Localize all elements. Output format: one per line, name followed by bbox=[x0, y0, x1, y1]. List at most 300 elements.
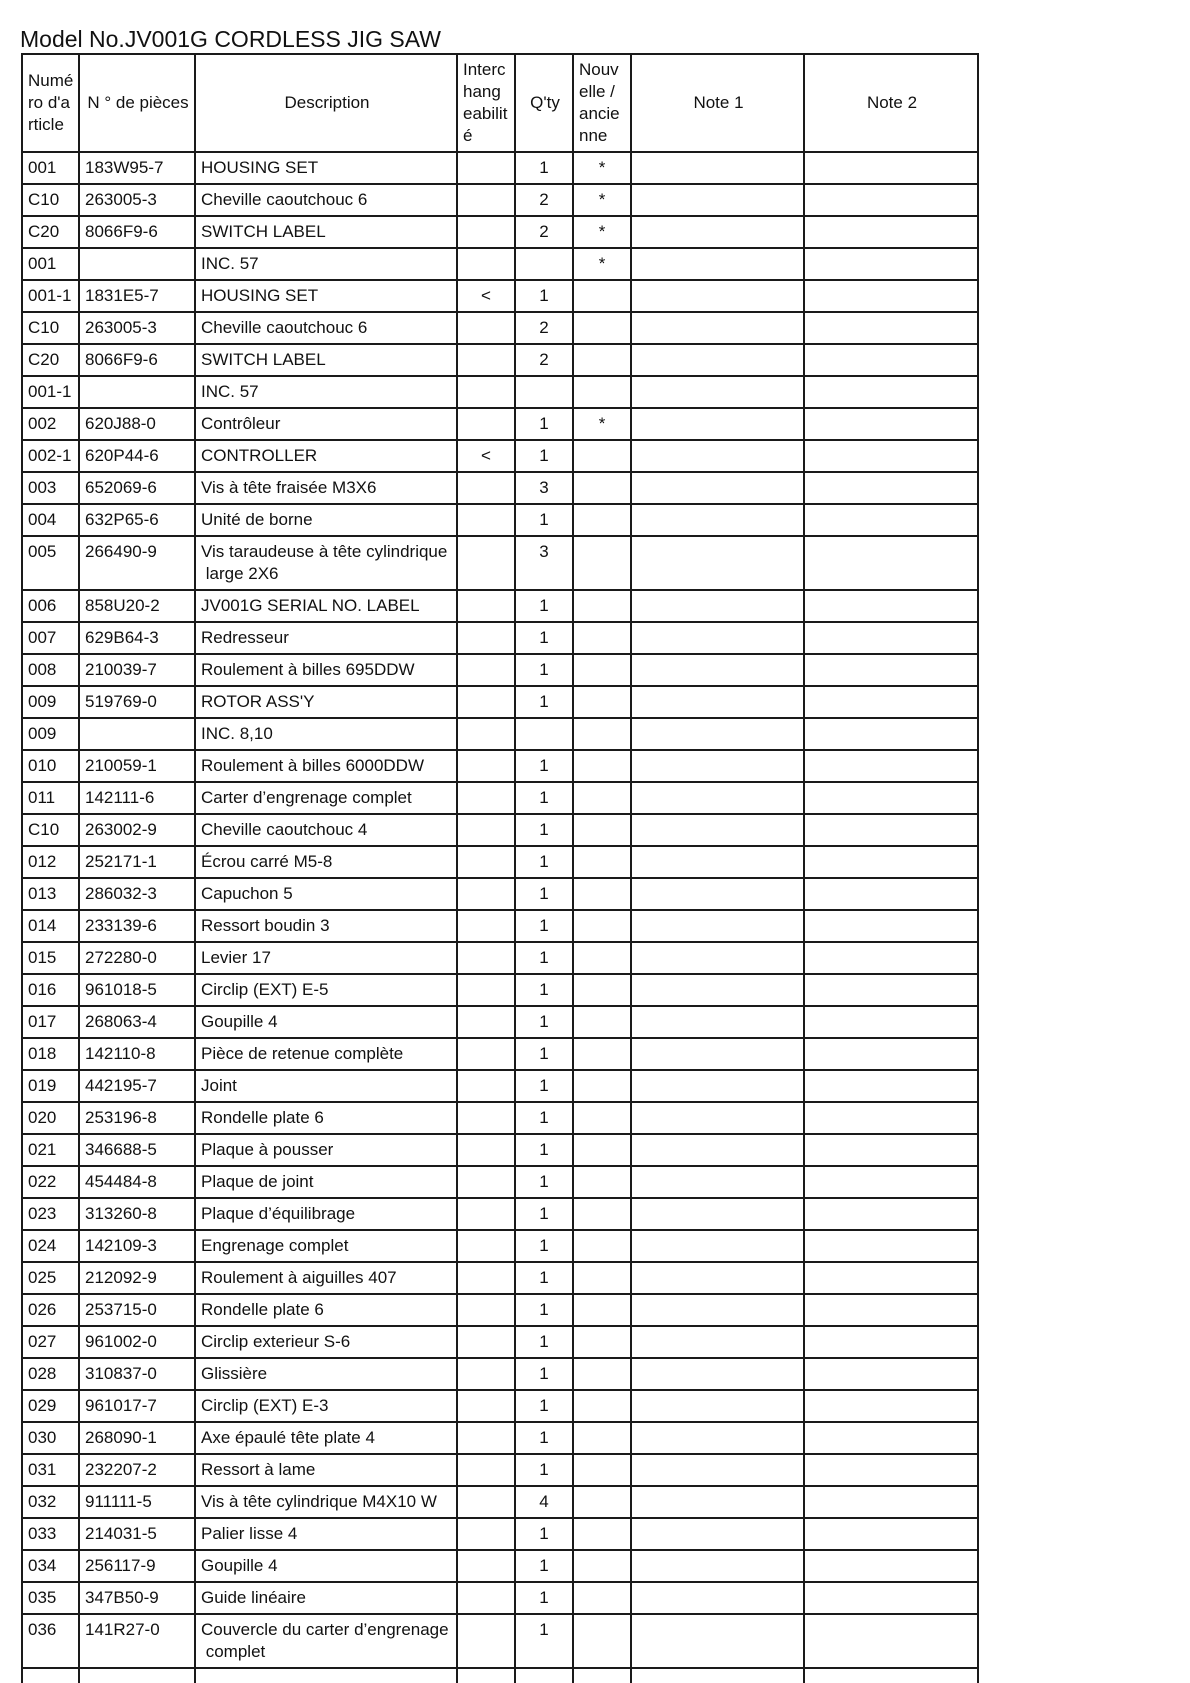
note-2-cell bbox=[804, 1070, 978, 1102]
item-number-cell: 001-1 bbox=[22, 376, 79, 408]
description-cell: Glissière bbox=[195, 1358, 457, 1390]
description-cell: Carter d’engrenage complet bbox=[195, 782, 457, 814]
table-row bbox=[22, 472, 978, 504]
item-number-cell: 001 bbox=[22, 152, 79, 184]
new-old-cell bbox=[573, 1422, 631, 1454]
new-old-cell bbox=[573, 312, 631, 344]
part-number-cell: 142109-3 bbox=[79, 1230, 195, 1262]
quantity-cell: 1 bbox=[515, 878, 573, 910]
note-2-cell bbox=[804, 312, 978, 344]
item-number-cell: 011 bbox=[22, 782, 79, 814]
quantity-cell: 1 bbox=[515, 152, 573, 184]
part-number-cell: 961017-7 bbox=[79, 1390, 195, 1422]
interchangeability-cell bbox=[457, 1454, 515, 1486]
note-1-cell bbox=[631, 280, 804, 312]
item-number-cell: 012 bbox=[22, 846, 79, 878]
note-1-cell bbox=[631, 216, 804, 248]
quantity-cell: 1 bbox=[515, 408, 573, 440]
description-cell: INC. 8,10 bbox=[195, 718, 457, 750]
table-row bbox=[22, 686, 978, 718]
table-row bbox=[22, 1518, 978, 1550]
note-2-cell bbox=[804, 1134, 978, 1166]
description-cell: Couvercle du carter d’engrenage complet bbox=[195, 1614, 457, 1668]
empty-cell bbox=[515, 1668, 573, 1683]
note-2-cell bbox=[804, 910, 978, 942]
interchangeability-cell bbox=[457, 312, 515, 344]
header-item-number: Numé ro d'a rticle bbox=[22, 54, 79, 152]
empty-cell bbox=[22, 1668, 79, 1683]
item-number-cell: 009 bbox=[22, 686, 79, 718]
interchangeability-cell bbox=[457, 686, 515, 718]
interchangeability-cell bbox=[457, 1582, 515, 1614]
description-cell: Engrenage complet bbox=[195, 1230, 457, 1262]
page-title: Model No.JV001G CORDLESS JIG SAW bbox=[20, 26, 441, 52]
note-2-cell bbox=[804, 1550, 978, 1582]
interchangeability-cell: < bbox=[457, 440, 515, 472]
description-cell: Palier lisse 4 bbox=[195, 1518, 457, 1550]
description-cell: HOUSING SET bbox=[195, 152, 457, 184]
part-number-cell: 253715-0 bbox=[79, 1294, 195, 1326]
table-row bbox=[22, 312, 978, 344]
note-1-cell bbox=[631, 590, 804, 622]
description-cell: Redresseur bbox=[195, 622, 457, 654]
new-old-cell bbox=[573, 846, 631, 878]
note-2-cell bbox=[804, 942, 978, 974]
quantity-cell: 1 bbox=[515, 1230, 573, 1262]
description-cell: Roulement à billes 695DDW bbox=[195, 654, 457, 686]
part-number-cell: 272280-0 bbox=[79, 942, 195, 974]
part-number-cell: 620J88-0 bbox=[79, 408, 195, 440]
table-row bbox=[22, 1582, 978, 1614]
item-number-cell: C10 bbox=[22, 814, 79, 846]
note-1-cell bbox=[631, 408, 804, 440]
note-1-cell bbox=[631, 846, 804, 878]
quantity-cell: 1 bbox=[515, 686, 573, 718]
interchangeability-cell bbox=[457, 248, 515, 280]
interchangeability-cell bbox=[457, 1326, 515, 1358]
note-1-cell bbox=[631, 942, 804, 974]
table-row bbox=[22, 152, 978, 184]
item-number-cell: 019 bbox=[22, 1070, 79, 1102]
interchangeability-cell bbox=[457, 654, 515, 686]
description-cell: Rondelle plate 6 bbox=[195, 1102, 457, 1134]
quantity-cell: 1 bbox=[515, 504, 573, 536]
interchangeability-cell bbox=[457, 846, 515, 878]
interchangeability-cell bbox=[457, 504, 515, 536]
part-number-cell bbox=[79, 376, 195, 408]
quantity-cell: 1 bbox=[515, 1038, 573, 1070]
empty-cell bbox=[631, 1668, 804, 1683]
table-row bbox=[22, 782, 978, 814]
note-1-cell bbox=[631, 1134, 804, 1166]
table-row bbox=[22, 1230, 978, 1262]
quantity-cell: 1 bbox=[515, 1070, 573, 1102]
part-number-cell: 268090-1 bbox=[79, 1422, 195, 1454]
part-number-cell: 313260-8 bbox=[79, 1198, 195, 1230]
table-row bbox=[22, 504, 978, 536]
note-2-cell bbox=[804, 536, 978, 590]
item-number-cell: 020 bbox=[22, 1102, 79, 1134]
note-1-cell bbox=[631, 184, 804, 216]
new-old-cell bbox=[573, 1582, 631, 1614]
new-old-cell bbox=[573, 814, 631, 846]
header-new-old: Nouv elle / ancie nne bbox=[573, 54, 631, 152]
quantity-cell: 2 bbox=[515, 344, 573, 376]
item-number-cell: 010 bbox=[22, 750, 79, 782]
table-row bbox=[22, 1422, 978, 1454]
part-number-cell: 141R27-0 bbox=[79, 1614, 195, 1668]
note-1-cell bbox=[631, 1006, 804, 1038]
quantity-cell: 1 bbox=[515, 1422, 573, 1454]
part-number-cell: 346688-5 bbox=[79, 1134, 195, 1166]
interchangeability-cell bbox=[457, 1550, 515, 1582]
note-1-cell bbox=[631, 686, 804, 718]
part-number-cell: 214031-5 bbox=[79, 1518, 195, 1550]
table-row bbox=[22, 942, 978, 974]
note-1-cell bbox=[631, 536, 804, 590]
quantity-cell: 1 bbox=[515, 750, 573, 782]
header-row bbox=[22, 54, 978, 152]
note-1-cell bbox=[631, 1198, 804, 1230]
new-old-cell bbox=[573, 1198, 631, 1230]
part-number-cell: 263005-3 bbox=[79, 184, 195, 216]
note-2-cell bbox=[804, 1390, 978, 1422]
note-1-cell bbox=[631, 718, 804, 750]
table-row bbox=[22, 622, 978, 654]
note-1-cell bbox=[631, 878, 804, 910]
new-old-cell bbox=[573, 1614, 631, 1668]
interchangeability-cell bbox=[457, 408, 515, 440]
table-row bbox=[22, 1006, 978, 1038]
item-number-cell: 023 bbox=[22, 1198, 79, 1230]
quantity-cell: 1 bbox=[515, 942, 573, 974]
new-old-cell bbox=[573, 910, 631, 942]
part-number-cell: 620P44-6 bbox=[79, 440, 195, 472]
interchangeability-cell bbox=[457, 152, 515, 184]
description-cell: Plaque d’équilibrage bbox=[195, 1198, 457, 1230]
header-interchangeability: Interc hang eabilit é bbox=[457, 54, 515, 152]
quantity-cell: 4 bbox=[515, 1486, 573, 1518]
part-number-cell: 142110-8 bbox=[79, 1038, 195, 1070]
table-row bbox=[22, 1134, 978, 1166]
quantity-cell: 2 bbox=[515, 216, 573, 248]
table-row bbox=[22, 1454, 978, 1486]
note-2-cell bbox=[804, 1614, 978, 1668]
part-number-cell bbox=[79, 718, 195, 750]
new-old-cell bbox=[573, 1038, 631, 1070]
item-number-cell: 029 bbox=[22, 1390, 79, 1422]
description-cell: INC. 57 bbox=[195, 376, 457, 408]
note-1-cell bbox=[631, 440, 804, 472]
note-2-cell bbox=[804, 718, 978, 750]
note-2-cell bbox=[804, 1230, 978, 1262]
new-old-cell bbox=[573, 942, 631, 974]
item-number-cell: 002-1 bbox=[22, 440, 79, 472]
interchangeability-cell bbox=[457, 878, 515, 910]
table-row bbox=[22, 280, 978, 312]
description-cell: Cheville caoutchouc 6 bbox=[195, 312, 457, 344]
note-1-cell bbox=[631, 1102, 804, 1134]
new-old-cell bbox=[573, 1262, 631, 1294]
note-2-cell bbox=[804, 1006, 978, 1038]
interchangeability-cell bbox=[457, 376, 515, 408]
quantity-cell: 1 bbox=[515, 782, 573, 814]
note-1-cell bbox=[631, 1294, 804, 1326]
part-number-cell: 911111-5 bbox=[79, 1486, 195, 1518]
interchangeability-cell bbox=[457, 942, 515, 974]
note-1-cell bbox=[631, 376, 804, 408]
interchangeability-cell bbox=[457, 974, 515, 1006]
new-old-cell bbox=[573, 974, 631, 1006]
table-header bbox=[22, 54, 978, 152]
description-cell: Écrou carré M5-8 bbox=[195, 846, 457, 878]
item-number-cell: 036 bbox=[22, 1614, 79, 1668]
part-number-cell: 632P65-6 bbox=[79, 504, 195, 536]
interchangeability-cell bbox=[457, 1294, 515, 1326]
part-number-cell: 263005-3 bbox=[79, 312, 195, 344]
note-2-cell bbox=[804, 814, 978, 846]
table-row bbox=[22, 1358, 978, 1390]
note-2-cell bbox=[804, 1198, 978, 1230]
quantity-cell: 3 bbox=[515, 472, 573, 504]
note-2-cell bbox=[804, 846, 978, 878]
item-number-cell: 022 bbox=[22, 1166, 79, 1198]
quantity-cell: 1 bbox=[515, 1550, 573, 1582]
interchangeability-cell: < bbox=[457, 280, 515, 312]
part-number-cell: 310837-0 bbox=[79, 1358, 195, 1390]
new-old-cell bbox=[573, 1550, 631, 1582]
description-cell: Goupille 4 bbox=[195, 1550, 457, 1582]
item-number-cell: 005 bbox=[22, 536, 79, 590]
interchangeability-cell bbox=[457, 1358, 515, 1390]
interchangeability-cell bbox=[457, 184, 515, 216]
note-1-cell bbox=[631, 152, 804, 184]
note-2-cell bbox=[804, 974, 978, 1006]
new-old-cell bbox=[573, 654, 631, 686]
item-number-cell: 035 bbox=[22, 1582, 79, 1614]
quantity-cell: 1 bbox=[515, 1582, 573, 1614]
note-1-cell bbox=[631, 974, 804, 1006]
table-row bbox=[22, 1326, 978, 1358]
part-number-cell: 629B64-3 bbox=[79, 622, 195, 654]
item-number-cell: 017 bbox=[22, 1006, 79, 1038]
new-old-cell bbox=[573, 1134, 631, 1166]
new-old-cell bbox=[573, 280, 631, 312]
note-1-cell bbox=[631, 1422, 804, 1454]
header-note-2: Note 2 bbox=[804, 54, 978, 152]
note-2-cell bbox=[804, 440, 978, 472]
item-number-cell: 015 bbox=[22, 942, 79, 974]
note-2-cell bbox=[804, 216, 978, 248]
interchangeability-cell bbox=[457, 472, 515, 504]
interchangeability-cell bbox=[457, 1006, 515, 1038]
table-row bbox=[22, 654, 978, 686]
table-row bbox=[22, 718, 978, 750]
note-2-cell bbox=[804, 686, 978, 718]
note-2-cell bbox=[804, 248, 978, 280]
table-row bbox=[22, 974, 978, 1006]
table-row bbox=[22, 440, 978, 472]
quantity-cell: 1 bbox=[515, 590, 573, 622]
note-2-cell bbox=[804, 1358, 978, 1390]
item-number-cell: 034 bbox=[22, 1550, 79, 1582]
part-number-cell: 454484-8 bbox=[79, 1166, 195, 1198]
description-cell: Ressort boudin 3 bbox=[195, 910, 457, 942]
quantity-cell: 1 bbox=[515, 910, 573, 942]
description-cell: Plaque de joint bbox=[195, 1166, 457, 1198]
table-row bbox=[22, 910, 978, 942]
quantity-cell: 1 bbox=[515, 974, 573, 1006]
description-cell: Goupille 4 bbox=[195, 1006, 457, 1038]
interchangeability-cell bbox=[457, 1038, 515, 1070]
new-old-cell bbox=[573, 1070, 631, 1102]
parts-table-body bbox=[22, 152, 978, 1668]
note-2-cell bbox=[804, 1038, 978, 1070]
interchangeability-cell bbox=[457, 814, 515, 846]
description-cell: JV001G SERIAL NO. LABEL bbox=[195, 590, 457, 622]
new-old-cell bbox=[573, 1326, 631, 1358]
quantity-cell: 1 bbox=[515, 654, 573, 686]
note-1-cell bbox=[631, 1390, 804, 1422]
quantity-cell: 1 bbox=[515, 1390, 573, 1422]
note-1-cell bbox=[631, 472, 804, 504]
quantity-cell: 3 bbox=[515, 536, 573, 590]
note-2-cell bbox=[804, 1166, 978, 1198]
quantity-cell bbox=[515, 376, 573, 408]
part-number-cell: 961002-0 bbox=[79, 1326, 195, 1358]
table-row-partial bbox=[22, 1668, 978, 1683]
table-row bbox=[22, 1486, 978, 1518]
table-row bbox=[22, 536, 978, 590]
description-cell: HOUSING SET bbox=[195, 280, 457, 312]
note-2-cell bbox=[804, 1486, 978, 1518]
note-1-cell bbox=[631, 782, 804, 814]
quantity-cell: 1 bbox=[515, 1198, 573, 1230]
description-cell: SWITCH LABEL bbox=[195, 344, 457, 376]
note-1-cell bbox=[631, 1550, 804, 1582]
part-number-cell: 263002-9 bbox=[79, 814, 195, 846]
description-cell: Roulement à aiguilles 407 bbox=[195, 1262, 457, 1294]
new-old-cell: * bbox=[573, 408, 631, 440]
interchangeability-cell bbox=[457, 1262, 515, 1294]
new-old-cell bbox=[573, 878, 631, 910]
new-old-cell bbox=[573, 1486, 631, 1518]
item-number-cell: 001-1 bbox=[22, 280, 79, 312]
interchangeability-cell bbox=[457, 216, 515, 248]
note-1-cell bbox=[631, 1038, 804, 1070]
description-cell: Unité de borne bbox=[195, 504, 457, 536]
interchangeability-cell bbox=[457, 590, 515, 622]
new-old-cell bbox=[573, 376, 631, 408]
description-cell: Rondelle plate 6 bbox=[195, 1294, 457, 1326]
note-2-cell bbox=[804, 184, 978, 216]
quantity-cell: 1 bbox=[515, 1134, 573, 1166]
table-row bbox=[22, 408, 978, 440]
part-number-cell: 253196-8 bbox=[79, 1102, 195, 1134]
table-row bbox=[22, 1390, 978, 1422]
note-2-cell bbox=[804, 344, 978, 376]
part-number-cell: 858U20-2 bbox=[79, 590, 195, 622]
note-1-cell bbox=[631, 750, 804, 782]
part-number-cell: 961018-5 bbox=[79, 974, 195, 1006]
note-1-cell bbox=[631, 1166, 804, 1198]
new-old-cell bbox=[573, 1102, 631, 1134]
quantity-cell bbox=[515, 248, 573, 280]
part-number-cell: 652069-6 bbox=[79, 472, 195, 504]
empty-cell bbox=[804, 1668, 978, 1683]
new-old-cell bbox=[573, 686, 631, 718]
header-description: Description bbox=[195, 54, 457, 152]
table-row bbox=[22, 1614, 978, 1668]
new-old-cell bbox=[573, 536, 631, 590]
quantity-cell: 1 bbox=[515, 1166, 573, 1198]
interchangeability-cell bbox=[457, 344, 515, 376]
empty-cell bbox=[457, 1668, 515, 1683]
quantity-cell: 1 bbox=[515, 814, 573, 846]
note-2-cell bbox=[804, 376, 978, 408]
note-2-cell bbox=[804, 152, 978, 184]
note-1-cell bbox=[631, 1582, 804, 1614]
quantity-cell: 1 bbox=[515, 622, 573, 654]
new-old-cell bbox=[573, 590, 631, 622]
item-number-cell: 002 bbox=[22, 408, 79, 440]
new-old-cell bbox=[573, 344, 631, 376]
quantity-cell: 1 bbox=[515, 846, 573, 878]
interchangeability-cell bbox=[457, 1102, 515, 1134]
quantity-cell: 1 bbox=[515, 1326, 573, 1358]
note-2-cell bbox=[804, 750, 978, 782]
parts-table bbox=[21, 53, 979, 1683]
interchangeability-cell bbox=[457, 1486, 515, 1518]
part-number-cell: 519769-0 bbox=[79, 686, 195, 718]
new-old-cell bbox=[573, 718, 631, 750]
item-number-cell: 008 bbox=[22, 654, 79, 686]
note-1-cell bbox=[631, 654, 804, 686]
description-cell: Circlip (EXT) E-5 bbox=[195, 974, 457, 1006]
interchangeability-cell bbox=[457, 718, 515, 750]
new-old-cell bbox=[573, 1358, 631, 1390]
item-number-cell: 030 bbox=[22, 1422, 79, 1454]
description-cell: Roulement à billes 6000DDW bbox=[195, 750, 457, 782]
interchangeability-cell bbox=[457, 750, 515, 782]
note-2-cell bbox=[804, 1326, 978, 1358]
part-number-cell: 256117-9 bbox=[79, 1550, 195, 1582]
note-2-cell bbox=[804, 1422, 978, 1454]
table-row bbox=[22, 1294, 978, 1326]
item-number-cell: 021 bbox=[22, 1134, 79, 1166]
table-row bbox=[22, 344, 978, 376]
table-row bbox=[22, 1038, 978, 1070]
description-cell: Vis à tête cylindrique M4X10 W bbox=[195, 1486, 457, 1518]
quantity-cell: 1 bbox=[515, 1102, 573, 1134]
quantity-cell: 1 bbox=[515, 1006, 573, 1038]
part-number-cell: 8066F9-6 bbox=[79, 344, 195, 376]
new-old-cell bbox=[573, 1454, 631, 1486]
interchangeability-cell bbox=[457, 782, 515, 814]
part-number-cell: 268063-4 bbox=[79, 1006, 195, 1038]
description-cell: Cheville caoutchouc 6 bbox=[195, 184, 457, 216]
item-number-cell: 013 bbox=[22, 878, 79, 910]
item-number-cell: 018 bbox=[22, 1038, 79, 1070]
table-row bbox=[22, 590, 978, 622]
note-1-cell bbox=[631, 622, 804, 654]
note-1-cell bbox=[631, 1518, 804, 1550]
new-old-cell bbox=[573, 1294, 631, 1326]
description-cell: Circlip (EXT) E-3 bbox=[195, 1390, 457, 1422]
note-1-cell bbox=[631, 248, 804, 280]
description-cell: Vis à tête fraisée M3X6 bbox=[195, 472, 457, 504]
description-cell: INC. 57 bbox=[195, 248, 457, 280]
